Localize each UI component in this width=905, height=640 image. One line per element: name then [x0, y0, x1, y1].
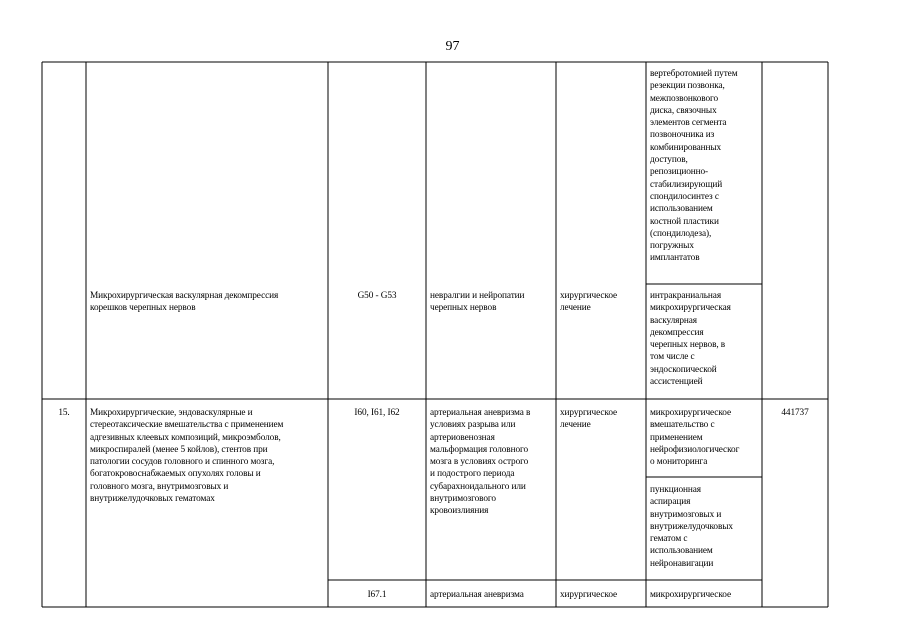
model-line: субарахноидального или [430, 481, 526, 492]
model-line: невралгии и нейропатии [430, 291, 525, 301]
model-line: и подострого периода [430, 469, 515, 480]
subrow-codes-cell: I67.1 [367, 590, 387, 600]
treatment-line: лечение [560, 420, 591, 431]
method-line: (спондилодеза), [650, 228, 712, 239]
method-line: черепных нервов, в [650, 340, 726, 351]
item15-method1-cell [650, 407, 739, 468]
item15-price-cell: 441737 [781, 408, 809, 418]
method-line: вмешательство с [650, 420, 715, 431]
model-line: внутримозгового [430, 494, 496, 505]
item15-treatment-cell [560, 407, 617, 432]
method-line: репозиционно- [650, 167, 709, 178]
method-line: вертебротомией путем [650, 69, 738, 79]
method-line: элементов сегмента [650, 118, 727, 129]
subrow-model-cell: артериальная аневризма [430, 590, 524, 600]
method-line: комбинированных [650, 142, 722, 153]
method-line: нейронавигации [650, 558, 714, 569]
method-line: гематом с [650, 534, 688, 545]
item15-name-cell [90, 407, 283, 505]
name-line: корешков черепных нервов [90, 303, 196, 314]
method-line: микрохирургическая [650, 303, 731, 314]
name-line: внутрижелудочковых гематомах [90, 494, 215, 505]
item15-codes-cell: I60, I61, I62 [354, 408, 400, 418]
method-line: стабилизирующий [650, 179, 723, 190]
item15-number-cell: 15. [58, 408, 70, 418]
method-line: диска, связочных [650, 105, 717, 116]
method-line: микрохирургическое [650, 408, 731, 418]
name-line: стереотаксические вмешательства с применением [90, 420, 284, 431]
method-line: использованием [650, 546, 713, 557]
method-line: аспирация [650, 497, 691, 508]
name-line: патологии сосудов головного и спинного мозга, [90, 457, 275, 468]
method-line: нейрофизиологическог [650, 444, 740, 455]
treatment-line: хирургическое [560, 408, 618, 418]
item15-method2-cell [650, 484, 733, 570]
model-line: артериовенозная [430, 432, 495, 443]
method-line: интракраниальная [650, 291, 722, 301]
method-line: пункционная [650, 485, 701, 495]
page-number: 97 [445, 39, 460, 54]
continuation-method-cell [650, 68, 737, 265]
decompression-method-cell [650, 290, 731, 388]
method-line: спондилосинтез с [650, 191, 719, 202]
decompression-name-cell [90, 290, 278, 315]
subrow-treatment-cell: хирургическое [560, 590, 618, 600]
method-line: эндоскопической [650, 364, 717, 375]
method-line: имплантатов [650, 253, 700, 264]
model-line: кровоизлияния [430, 506, 489, 517]
name-line: адгезивных клеевых композиций, микроэмболов, [90, 432, 281, 443]
method-line: васкулярная [650, 315, 697, 326]
model-line: мозга в условиях острого [430, 457, 529, 468]
subrow-method-cell: микрохирургическое [650, 590, 731, 600]
model-line: условиях разрыва или [430, 420, 516, 431]
model-line: мальформация головного [430, 444, 529, 455]
name-line: микроспиралей (менее 5 койлов), стентов при [90, 444, 268, 455]
method-line: резекции позвонка, [650, 81, 725, 92]
method-line: межпозвонкового [650, 93, 719, 104]
name-line: Микрохирургические, эндоваскулярные и [90, 408, 253, 418]
method-line: ассистенцией [650, 377, 703, 388]
name-line: головного мозга, внутримозговых и [90, 481, 229, 492]
decompression-treatment-cell [560, 290, 617, 315]
method-line: погружных [650, 241, 694, 252]
method-line: позвоночника из [650, 130, 715, 141]
model-line: черепных нервов [430, 303, 497, 314]
method-line: декомпрессия [650, 327, 704, 338]
method-line: применением [650, 432, 703, 443]
decompression-model-cell [430, 290, 524, 315]
model-line: артериальная аневризма в [430, 408, 531, 418]
name-line: богатокровоснабжаемых опухолях головы и [90, 469, 261, 480]
method-line: том числе с [650, 352, 695, 363]
treatment-line: лечение [560, 303, 591, 314]
method-line: использованием [650, 204, 713, 215]
method-line: внутрижелудочковых [650, 521, 733, 532]
method-line: костной пластики [650, 216, 719, 227]
decompression-codes-cell: G50 - G53 [357, 291, 397, 301]
treatment-line: хирургическое [560, 291, 618, 301]
method-line: о мониторинга [650, 457, 708, 468]
method-line: внутримозговых и [650, 509, 722, 520]
method-line: доступов, [650, 155, 688, 166]
item15-model-cell [430, 407, 530, 518]
name-line: Микрохирургическая васкулярная декомпрессия [90, 291, 279, 301]
